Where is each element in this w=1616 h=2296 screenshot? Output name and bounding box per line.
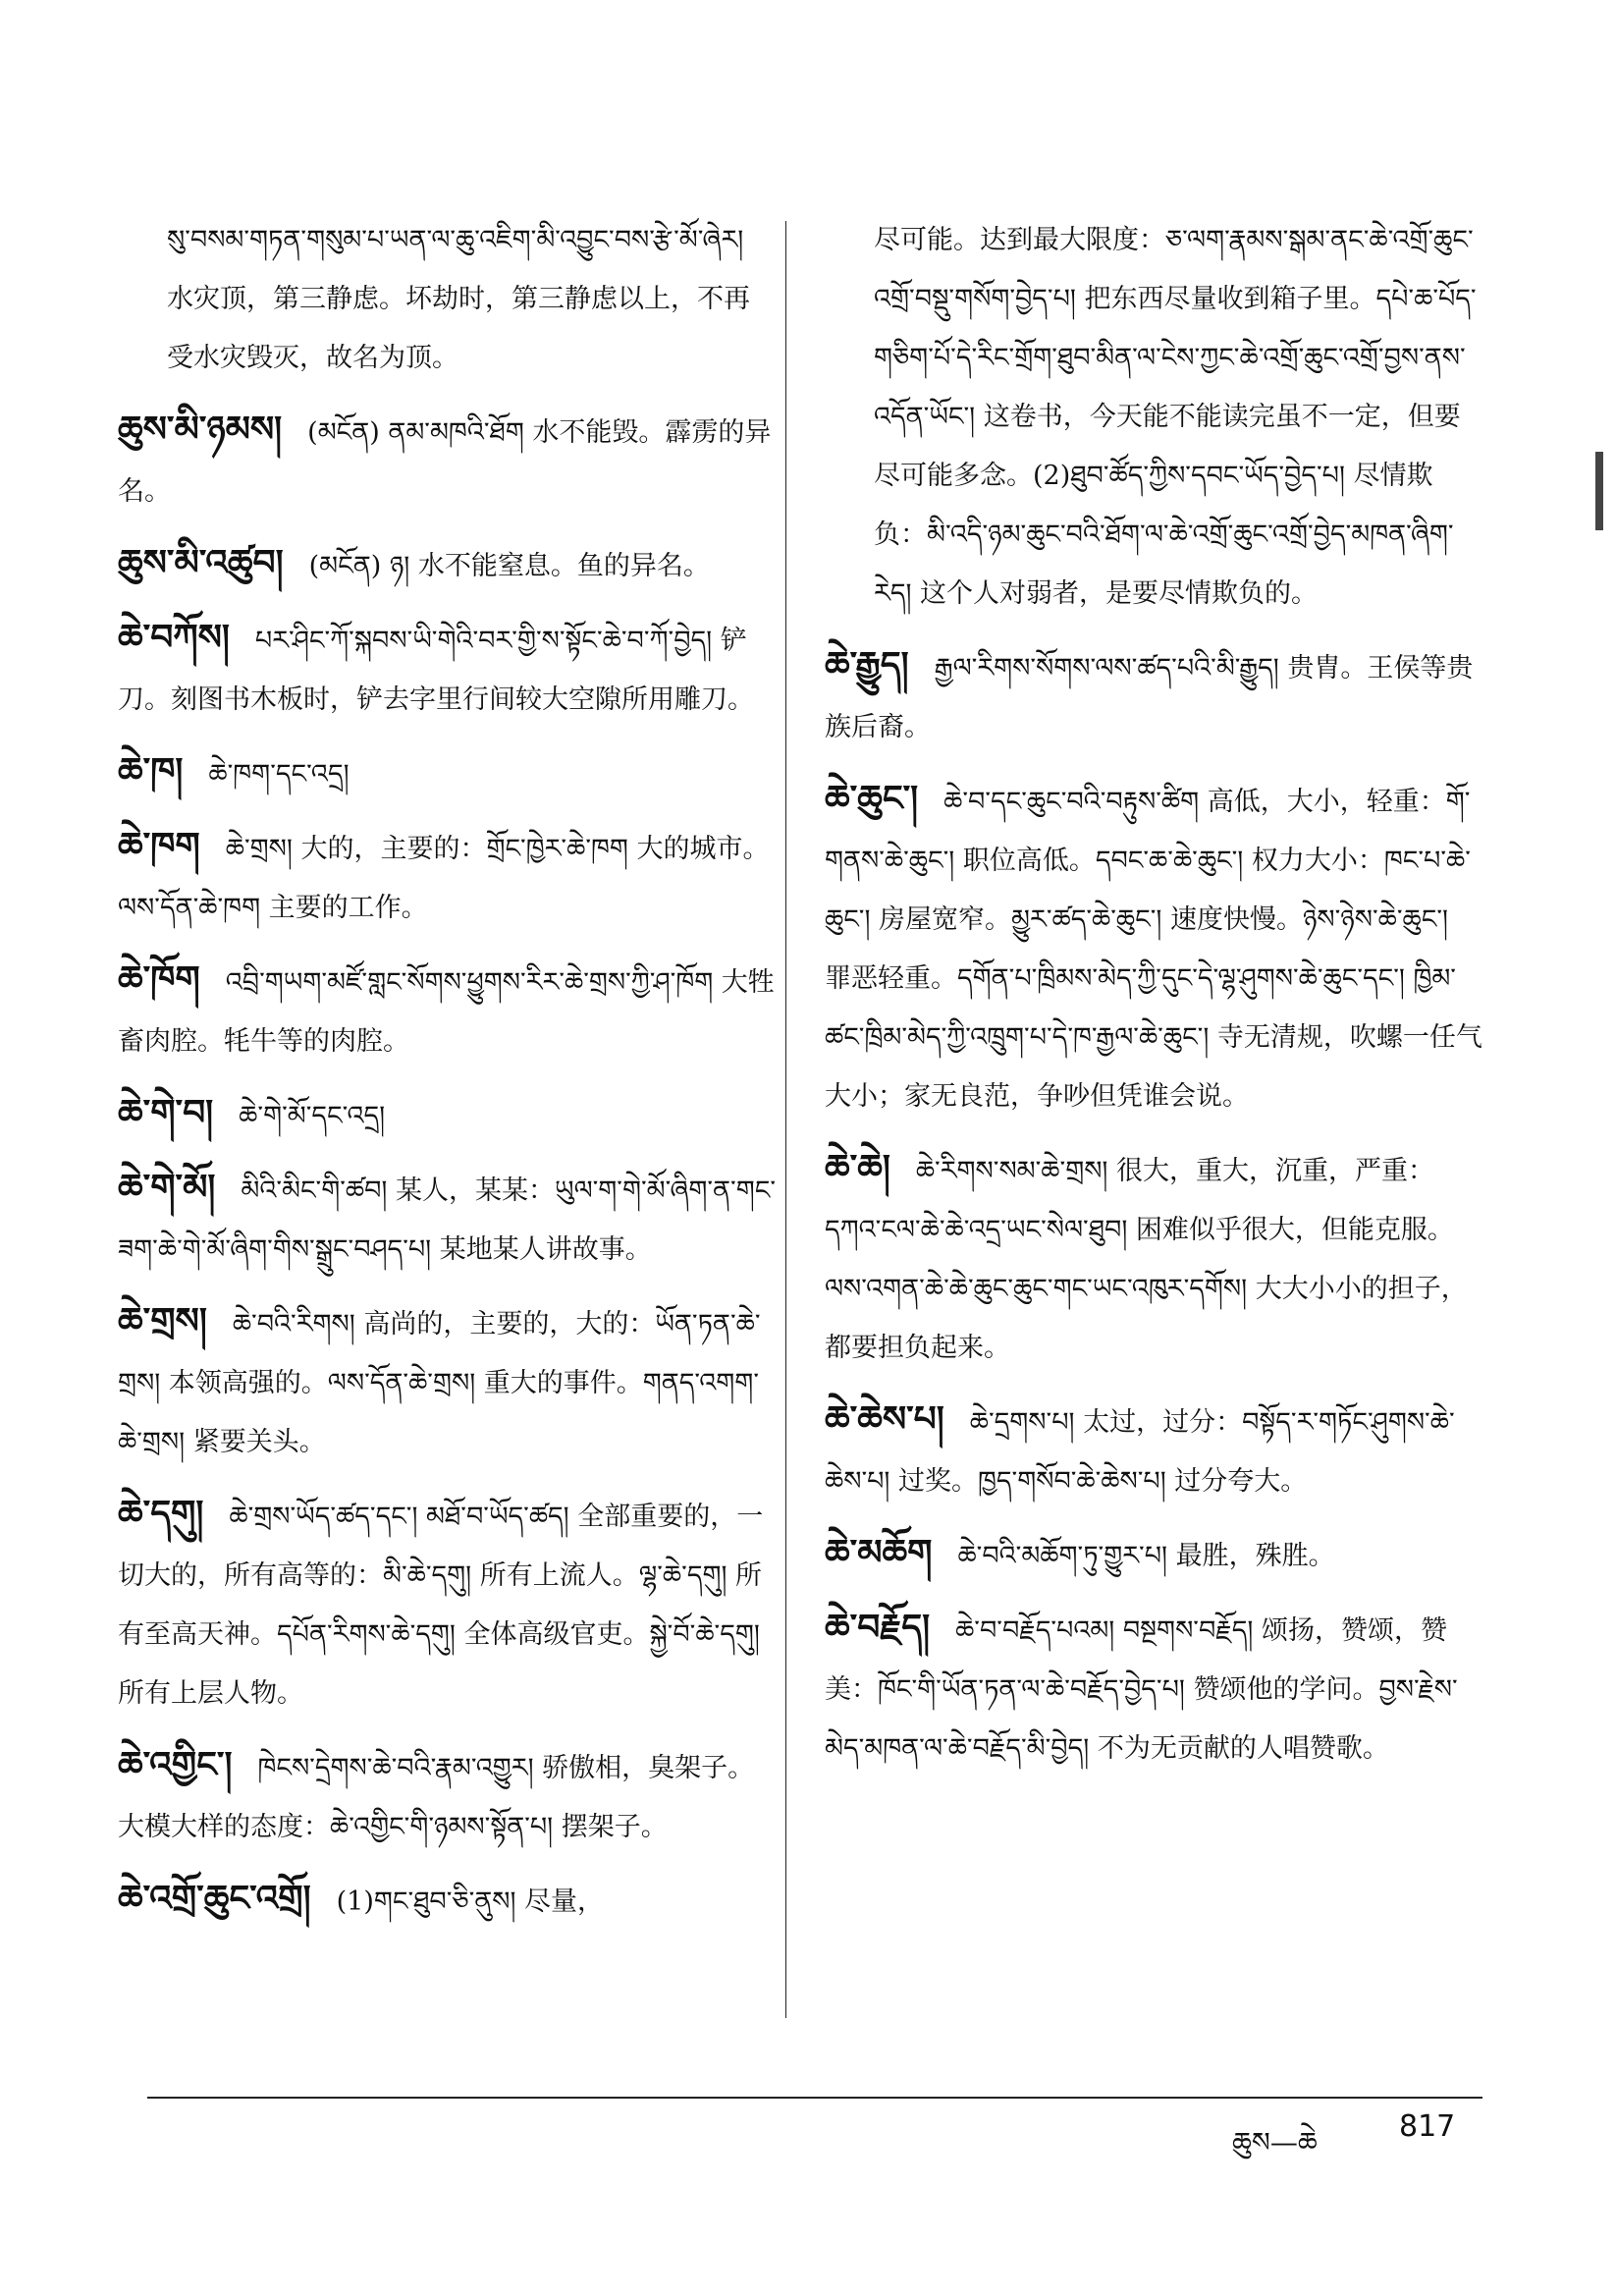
entry-headword: ཆེ་ཆེས་པ། (825, 1398, 944, 1440)
dictionary-entry (825, 211, 1482, 624)
dictionary-entry (825, 1523, 1482, 1586)
entry-headword: ཆེ་གྲས། (118, 1300, 207, 1341)
footer-rule (147, 2097, 1482, 2099)
entry-headword: ཆེ་ཁག (118, 825, 200, 866)
dictionary-entry (825, 769, 1482, 1126)
entry-definition: (མངོན) ནམ་མཁའི་ཐོག 水不能毁。霹雳的异名。 (118, 417, 772, 507)
right-column (825, 211, 1482, 1790)
entry-definition: ཆེ་གྲས་ཡོད་ཚད་དང་། མཐོ་བ་ཡོད་ཚད། 全部重要的，一切大的，所有高等的：མི་ཆེ་དགུ། 所有上流人。ལྷ་ཆེ་དགུ། 所有至高天神。དཔོན་རིགས་ཆེ་དགུ། 全体高级官吏。སྐྱེ་བོ་ཆེ་དགུ། 所有上层人物。 (118, 1502, 764, 1709)
entry-definition: ཆེ་བའི་རིགས། 高尚的，主要的，大的：ཡོན་ཏན་ཆེ་གྲས། 本领高强的。ལས་དོན་ཆེ་གྲས། 重大的事件。གནད་འགག་ཆེ་གྲས། 紧要关头。 (118, 1309, 761, 1457)
entry-headword: ཆེ་ཆེ། (825, 1147, 890, 1188)
dictionary-entry (825, 1390, 1482, 1511)
entry-definition: (1)གང་ཐུབ་ཅི་ནུས། 尽量， (336, 1886, 605, 1917)
entry-definition: 尽可能。达到最大限度：ཅ་ལག་རྣམས་སྒམ་ནང་ཆེ་འགྲོ་ཆུང་འགྲོ་བསྡུ་གསོག་བྱེད་པ། 把东西尽量收到箱子里。དཔེ་ཆ་པོད་གཅིག་པོ་དེ་རིང་གྲོག་ཐུབ་མིན་ལ་ངེས་ཀྱང་ཆེ་འགྲོ་ཆུང་འགྲོ་བྱས་ནས་འདོན་ཡོང་། 这卷书，今天能不能读完虽不一定，但要尽可能多念。(2)ཐུབ་ཚོད་ཀྱིས་དབང་ཡོད་བྱེད་པ། 尽情欺负：མི་འདི་ཉམ་ཆུང་བའི་ཐོག་ལ་ཆེ་འགྲོ་ཆུང་འགྲོ་བྱེད་མཁན་ཞིག་རེད། 这个人对弱者，是要尽情欺负的。 (874, 225, 1477, 609)
entry-headword: ཆེ་གེ་བ། (118, 1092, 214, 1133)
dictionary-entry (118, 1158, 776, 1280)
entry-headword: ཆུས་མི་འཚུབ། (118, 542, 284, 583)
entry-definition: ཁེངས་དྲེགས་ཆེ་བའི་རྣམ་འགྱུར། 骄傲相，臭架子。大模大样的态度：ཆེ་འགྱིང་གི་ཉམས་སྟོན་པ། 摆架子。 (118, 1753, 755, 1842)
dictionary-entry (118, 950, 776, 1071)
entry-definition: ཆེ་ཁག་དང་འདྲ། (208, 759, 350, 790)
entry-definition: པར་ཤིང་ཀོ་སྐབས་ཡི་གེའི་བར་གྱི་ས་སྟོང་ཆེ་བ་ཀོ་བྱེད། 铲刀。刻图书木板时，铲去字里行间较大空隙所用雕刀。 (118, 626, 754, 715)
entry-definition: སུ་བསམ་གཏན་གསུམ་པ་ཡན་ལ་ཆུ་འཇིག་མི་འབྱུང་བས་རྩེ་མོ་ཞེར། 水灾顶，第三静虑。坏劫时，第三静虑以上，不再受水灾毁灭，故名为顶。 (167, 225, 750, 373)
entry-headword: ཆེ་དགུ། (118, 1493, 204, 1534)
dictionary-entry (825, 635, 1482, 757)
entry-definition: འབྲི་གཡག་མཛོ་གླང་སོགས་ཕྱུགས་རིར་ཆེ་གྲས་ཀྱི་ཤ་ཁོག 大牲畜肉腔。牦牛等的肉腔。 (118, 967, 775, 1057)
entry-headword: ཆེ་འགྱིང་། (118, 1744, 233, 1785)
dictionary-entry (825, 1598, 1482, 1778)
margin-mark (1595, 452, 1603, 530)
running-head: ཆུས—ཆེ (1232, 2126, 1318, 2159)
entry-headword: ཆེ་ཁ། (118, 750, 184, 792)
column-divider (785, 221, 786, 2018)
entry-definition: ཆེ་རིགས་སམ་ཆེ་གྲས། 很大，重大，沉重，严重：དཀའ་ངལ་ཆེ་ཆེ་འདྲ་ཡང་སེལ་ཐུབ། 困难似乎很大，但能克服。ལས་འགན་ཆེ་ཆེ་ཆུང་ཆུང་གང་ཡང་འཁུར་དགོས། 大大小小的担子，都要担负起来。 (825, 1156, 1468, 1363)
dictionary-entry (118, 1083, 776, 1146)
entry-definition: ཆེ་གྲས། 大的，主要的：གྲོང་ཁྱེར་ཆེ་ཁག 大的城市。ལས་དོན་ཆེ་ཁག 主要的工作。 (118, 834, 770, 923)
entry-definition: (མངོན) ཉ། 水不能窒息。鱼的异名。 (308, 551, 710, 581)
dictionary-entry (118, 1484, 776, 1723)
left-column (118, 211, 776, 1943)
entry-headword: ཆེ་གེ་མོ། (118, 1167, 216, 1208)
entry-definition: ཆེ་གེ་མོ་དང་འདྲ། (239, 1101, 386, 1131)
dictionary-entry (118, 816, 776, 938)
dictionary-entry (118, 741, 776, 804)
entry-headword: ཆེ་རྒྱུད། (825, 644, 909, 685)
dictionary-entry (825, 1138, 1482, 1378)
dictionary-entry (118, 1869, 776, 1932)
entry-headword: ཆེ་བཀོས། (118, 617, 230, 658)
dictionary-entry (118, 211, 776, 388)
dictionary-entry (118, 1735, 776, 1857)
entry-definition: ཆེ་བའི་མཆོག་ཏུ་གྱུར་པ། 最胜，殊胜。 (957, 1541, 1335, 1571)
entry-headword: ཆེ་མཆོག (825, 1532, 933, 1573)
entry-headword: ཆེ་བརྗོད། (825, 1607, 931, 1648)
entry-headword: ཆེ་འགྲོ་ཆུང་འགྲོ། (118, 1878, 311, 1919)
entry-definition: ཆེ་བ་དང་ཆུང་བའི་བརྟུས་ཚིག 高低，大小，轻重：གོ་གནས་ཆེ་ཆུང་། 职位高低。དབང་ཆ་ཆེ་ཆུང་། 权力大小：ཁང་པ་ཆེ་ཆུང་། 房屋宽窄。མྱུར་ཚད་ཆེ་ཆུང་། 速度快慢。ཉེས་ཉེས་ཆེ་ཆུང་། 罪恶轻重。དགོན་པ་ཁྲིམས་མེད་ཀྱི་དུང་དེ་ལྷ་ཤུགས་ཆེ་ཆུང་དང་། ཁྱིམ་ཚང་ཁྲིམ་མེད་ཀྱི་འཁྲུག་པ་དེ་ཁ་རྒྱལ་ཆེ་ཆུང་། 寺无清规，吹螺一任气大小；家无良范，争吵但凭谁会说。 (825, 787, 1482, 1112)
entry-headword: ཆུས་མི་ཉམས། (118, 409, 283, 450)
entry-definition: ཆེ་བ་བརྗོད་པའམ། བསྔགས་བརྗོད། 颂扬，赞颂，赞美：ཁོང་གི་ཡོན་ཏན་ལ་ཆེ་བརྗོད་བྱེད་པ། 赞颂他的学问。བྱས་རྗེས་མེད་མཁན་ལ་ཆེ་བརྗོད་མི་བྱེད། 不为无贡献的人唱赞歌。 (825, 1615, 1458, 1764)
entry-headword: ཆེ་ཆུང་། (825, 778, 919, 819)
entry-definition: ཆེ་དྲགས་པ། 太过，过分：བསྟོད་ར་གཏོང་ཤུགས་ཆེ་ཆེས་པ། 过奖。ཁྱད་གསོབ་ཆེ་ཆེས་པ། 过分夸大。 (825, 1407, 1455, 1497)
entry-definition: མིའི་མིང་གི་ཚབ། 某人，某某：ཡུལ་ག་གེ་མོ་ཞིག་ན་གང་ཟག་ཆེ་གེ་མོ་ཞིག་གིས་སྒྲུང་བཤད་པ། 某地某人讲故事。 (118, 1175, 776, 1265)
entry-headword: ཆེ་ཁོག (118, 958, 200, 1000)
page-number: 817 (1399, 2109, 1456, 2144)
dictionary-entry (118, 533, 776, 596)
dictionary-entry (118, 1291, 776, 1472)
dictionary-entry (118, 608, 776, 730)
dictionary-entry (118, 400, 776, 521)
entry-definition: རྒྱལ་རིགས་སོགས་ལས་ཚད་པའི་མི་རྒྱུད། 贵胄。王侯等贵族后裔。 (825, 653, 1474, 742)
